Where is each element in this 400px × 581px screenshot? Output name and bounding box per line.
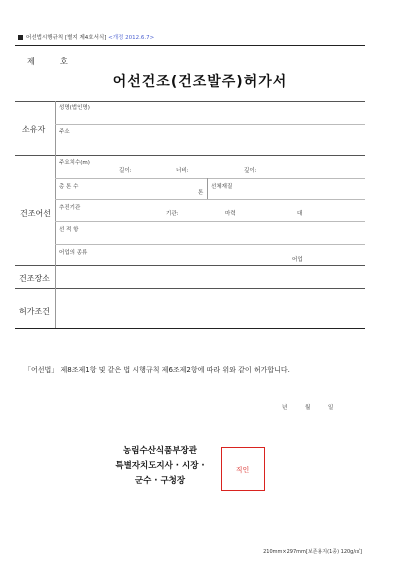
document-title: 어선건조(건조발주)허가서 [112, 74, 288, 90]
engine-type-label: 기관: [166, 211, 179, 217]
vessel-bottom-border [15, 265, 365, 266]
dimensions-row-divider [55, 178, 365, 179]
table-bottom-border [15, 328, 365, 329]
horsepower-label: 마력 [225, 211, 236, 217]
construction-site-label: 건조장소 [19, 274, 50, 283]
engine-count-label: 대 [297, 211, 303, 217]
hull-material-label: 선체재질 [211, 184, 233, 190]
fishery-type-label: 어업의 종류 [59, 250, 88, 256]
fishery-unit: 어업 [292, 257, 303, 263]
length-label: 길이: [119, 168, 132, 174]
date-day: 일 [328, 405, 334, 411]
form-reference: 어선법시행규칙 [별지 제4호서식] [26, 35, 107, 41]
permit-statement: 「어선법」 제8조제1항 및 같은 법 시행규칙 제6조제2항에 따라 위와 같이 허가합니다. [24, 366, 290, 374]
owner-divider [55, 101, 56, 155]
route-row-divider [55, 244, 365, 245]
issuer-line-1: 농림수산식품부장관 [123, 446, 197, 456]
paper-spec-footer: 210mm×297mm[보존용지(1종) 120g/㎡] [263, 549, 362, 555]
engine-label: 추진기관 [59, 205, 81, 211]
tonnage-row-divider [55, 199, 365, 200]
tonnage-unit: 톤 [198, 190, 204, 196]
date-month: 월 [305, 405, 311, 411]
site-bottom-border [15, 288, 365, 289]
engine-row-divider [55, 221, 365, 222]
owner-address-label: 주소 [59, 129, 70, 135]
tonnage-label: 총 톤 수 [59, 184, 79, 190]
form-reference-header [18, 33, 154, 41]
tonnage-material-divider [207, 178, 208, 199]
owner-row-divider [55, 124, 365, 125]
top-border [15, 45, 365, 46]
depth-label: 깊이: [244, 168, 257, 174]
vessel-divider [55, 155, 56, 265]
amendment-note: <개정 2012.6.7> [108, 35, 155, 41]
width-label: 너비: [176, 168, 189, 174]
conditions-divider [55, 288, 56, 328]
site-divider [55, 265, 56, 288]
official-seal-box [221, 447, 265, 491]
owner-section-label: 소유자 [22, 125, 46, 134]
vessel-section-label: 건조어선 [20, 209, 51, 218]
date-year: 년 [282, 405, 288, 411]
number-suffix: 호 [60, 57, 68, 66]
table-top-border [15, 101, 365, 102]
owner-bottom-border [15, 155, 365, 156]
permit-conditions-label: 허가조건 [19, 307, 50, 316]
square-bullet-icon [18, 35, 23, 40]
dimensions-label: 주요치수(m) [59, 160, 90, 166]
issuer-line-3: 군수 · 구청장 [134, 476, 186, 486]
issuer-line-2: 특별자치도지사 · 시장 · [115, 461, 205, 471]
official-seal-label: 직인 [235, 466, 250, 474]
registry-port-label: 선 적 항 [59, 227, 79, 233]
owner-name-label: 성명(법인명) [59, 105, 90, 111]
number-prefix: 제 [27, 57, 35, 66]
